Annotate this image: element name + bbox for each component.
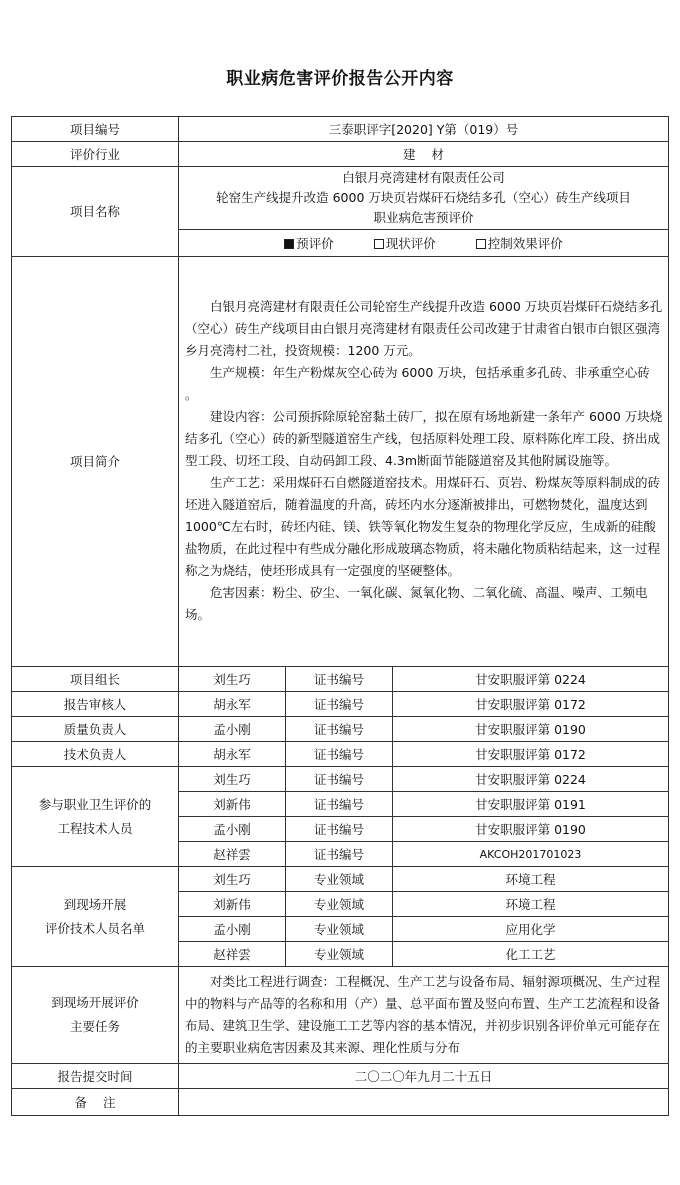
- tasks-row: [12, 967, 669, 1064]
- engineer-name: 孟小刚: [179, 817, 286, 842]
- onsite-field: 环境工程: [393, 892, 669, 917]
- option-label: 现状评价: [385, 235, 436, 251]
- leader-role: 报告审核人: [12, 692, 179, 717]
- submit-label: 报告提交时间: [12, 1064, 179, 1089]
- onsite-name: 刘生巧: [179, 867, 286, 892]
- option-status-evaluation[interactable]: [374, 234, 436, 253]
- leader-name: 胡永军: [179, 692, 286, 717]
- industry-value: 建 材: [179, 142, 669, 167]
- remark-row: [12, 1089, 669, 1116]
- onsite-field: 化工工艺: [393, 942, 669, 967]
- field-label: 专业领域: [286, 867, 393, 892]
- tasks-label-line2: 主要任务: [69, 1019, 120, 1034]
- cert-label: 证书编号: [286, 842, 393, 867]
- leader-row: [12, 742, 669, 767]
- onsite-label-line1: 到现场开展: [63, 896, 127, 912]
- option-label: 预评价: [296, 235, 334, 251]
- option-control-evaluation[interactable]: [476, 234, 563, 253]
- project-type-line: 职业病危害预评价: [373, 210, 474, 225]
- project-company-line: 白银月亮湾建材有限责任公司: [342, 170, 505, 185]
- submit-row: [12, 1064, 669, 1089]
- cert-label: 证书编号: [286, 792, 393, 817]
- leader-row: [12, 717, 669, 742]
- remark-value: [179, 1089, 669, 1116]
- onsite-field: 环境工程: [393, 867, 669, 892]
- cert-label: 证书编号: [286, 742, 393, 767]
- leader-role: 项目组长: [12, 667, 179, 692]
- remark-label: 备 注: [12, 1089, 179, 1116]
- leader-role: 技术负责人: [12, 742, 179, 767]
- project-number-label: 项目编号: [12, 117, 179, 142]
- option-pre-evaluation[interactable]: [284, 234, 334, 253]
- industry-label: 评价行业: [12, 142, 179, 167]
- leader-cert: 甘安职服评第 0224: [393, 667, 669, 692]
- cert-label: 证书编号: [286, 717, 393, 742]
- project-desc-line: 轮窑生产线提升改造 6000 万块页岩煤矸石烧结多孔（空心）砖生产线项目: [216, 190, 631, 205]
- project-name-row: [12, 167, 669, 230]
- engineer-cert: AKCOH201701023: [393, 842, 669, 867]
- report-table: [11, 116, 669, 1116]
- intro-label: 项目简介: [12, 257, 179, 667]
- project-name-label: 项目名称: [12, 167, 179, 257]
- project-name-value: [179, 167, 669, 230]
- field-label: 专业领域: [286, 917, 393, 942]
- leader-row: [12, 692, 669, 717]
- engineer-cert: 甘安职服评第 0191: [393, 792, 669, 817]
- onsite-label: [12, 867, 179, 967]
- project-number-row: [12, 117, 669, 142]
- cert-label: 证书编号: [286, 667, 393, 692]
- evaluation-type-options: [179, 230, 669, 257]
- cert-label: 证书编号: [286, 817, 393, 842]
- option-label: 控制效果评价: [487, 235, 563, 251]
- tasks-label-line1: 到现场开展评价: [51, 995, 139, 1010]
- leader-role: 质量负责人: [12, 717, 179, 742]
- onsite-name: 刘新伟: [179, 892, 286, 917]
- onsite-name: 孟小刚: [179, 917, 286, 942]
- engineer-cert: 甘安职服评第 0190: [393, 817, 669, 842]
- onsite-row: [12, 867, 669, 892]
- engineer-name: 赵祥雲: [179, 842, 286, 867]
- engineers-label-line2: 工程技术人员: [57, 820, 133, 836]
- engineer-cert: 甘安职服评第 0224: [393, 767, 669, 792]
- onsite-field: 应用化学: [393, 917, 669, 942]
- intro-paragraph: 生产规模：年生产粉煤灰空心砖为 6000 万块，包括承重多孔砖、非承重空心砖 。: [185, 365, 650, 402]
- engineer-name: 刘新伟: [179, 792, 286, 817]
- intro-row: [12, 257, 669, 667]
- intro-paragraph: 建设内容：公司预拆除原轮窑黏土砖厂，拟在原有场地新建一条年产 6000 万块烧结多孔（空心）砖的新型隧道窑生产线，包括原料处理工段、原料陈化库工段、挤出成型工段、切坯工段、自动码卸工段、4.3m断面节能隧道窑及其他附属设施等。: [185, 409, 663, 468]
- leader-name: 孟小刚: [179, 717, 286, 742]
- leader-cert: 甘安职服评第 0172: [393, 742, 669, 767]
- leader-name: 刘生巧: [179, 667, 286, 692]
- project-number-value: 三泰职评字[2020] Y第（019）号: [179, 117, 669, 142]
- intro-paragraph: 危害因素：粉尘、矽尘、一氧化碳、氮氧化物、二氧化硫、高温、噪声、工频电场。: [185, 585, 648, 622]
- cert-label: 证书编号: [286, 767, 393, 792]
- engineer-name: 刘生巧: [179, 767, 286, 792]
- onsite-name: 赵祥雲: [179, 942, 286, 967]
- leader-name: 胡永军: [179, 742, 286, 767]
- engineers-label: [12, 767, 179, 867]
- industry-row: [12, 142, 669, 167]
- checked-box-icon: [284, 239, 294, 249]
- leader-cert: 甘安职服评第 0172: [393, 692, 669, 717]
- onsite-label-line2: 评价技术人员名单: [44, 920, 145, 936]
- intro-paragraph: 白银月亮湾建材有限责任公司轮窑生产线提升改造 6000 万块页岩煤矸石烧结多孔（空心）砖生产线项目由白银月亮湾建材有限责任公司改建于甘肃省白银市白银区强湾乡月亮湾村二社，投资规模：1200 万元。: [185, 299, 663, 358]
- leader-cert: 甘安职服评第 0190: [393, 717, 669, 742]
- intro-content: [179, 257, 669, 667]
- tasks-content: 对类比工程进行调查：工程概况、生产工艺与设备布局、辐射源项概况、生产过程中的物料与产品等的名称和用（产）量、总平面布置及竖向布置、生产工艺流程和设备布局、建筑卫生学、建设施工工艺等内容的基本情况，并初步识别各评价单元可能存在的主要职业病危害因素及其来源、理化性质与分布: [179, 967, 669, 1064]
- unchecked-box-icon: [476, 239, 486, 249]
- submit-value: 二〇二〇年九月二十五日: [179, 1064, 669, 1089]
- page-title: 职业病危害评价报告公开内容: [226, 69, 454, 89]
- leader-row: [12, 667, 669, 692]
- field-label: 专业领域: [286, 942, 393, 967]
- tasks-label: [12, 967, 179, 1064]
- engineers-label-line1: 参与职业卫生评价的: [38, 796, 152, 812]
- field-label: 专业领域: [286, 892, 393, 917]
- unchecked-box-icon: [374, 239, 384, 249]
- cert-label: 证书编号: [286, 692, 393, 717]
- engineer-row: [12, 767, 669, 792]
- intro-paragraph: 生产工艺：采用煤矸石自燃隧道窑技术。用煤矸石、页岩、粉煤灰等原料制成的砖坯进入隧道窑后，随着温度的升高，砖坯内水分逐渐被排出，可燃物焚化，温度达到 1000℃左右时，砖坯内硅、镁、铁等氧化物发生复杂的物理化学反应，生成新的硅酸盐物质，在此过程中有些成分融化形成玻璃态物质，将未融化物质粘结起来，这一过程称之为烧结，使坯形成具有一定强度的坚硬整体。: [185, 475, 661, 578]
